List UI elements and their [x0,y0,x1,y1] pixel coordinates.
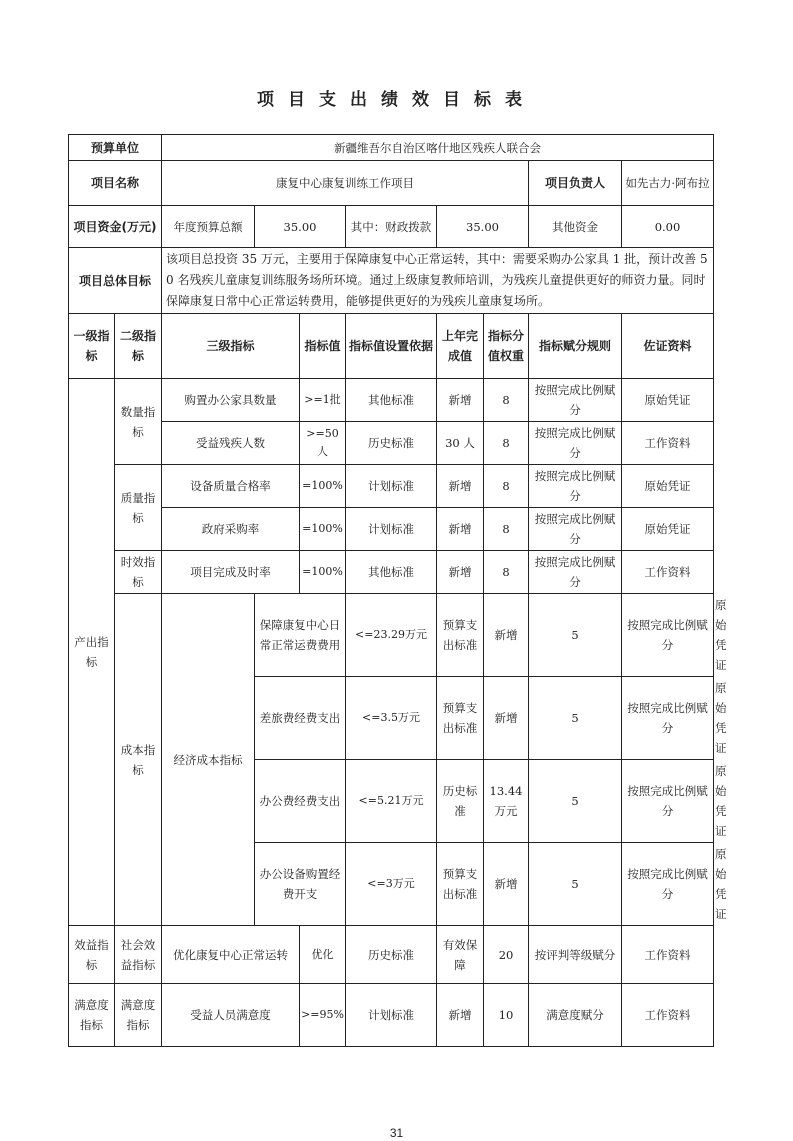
cell-rule: 按照完成比例赋分 [529,551,622,594]
table-row [69,926,714,984]
cell-last: 有效保障 [437,926,484,984]
table-row [69,984,714,1047]
cell-value: >=1批 [300,379,346,422]
cell-last: 新增 [437,984,484,1047]
cell-last: 新增 [437,379,484,422]
cell-last: 新增 [484,677,529,760]
table-row [69,551,714,594]
cell-last: 13.44万元 [484,760,529,843]
cell-rule: 按评判等级赋分 [529,926,622,984]
cell-weight: 8 [484,551,529,594]
cell-value: 优化 [300,926,346,984]
cell-value: <=23.29万元 [346,594,437,677]
cell-name: 购置办公家具数量 [162,379,300,422]
cell-evidence: 原始凭证 [622,465,714,508]
cell-name: 办公费经费支出 [255,760,346,843]
cell-last: 新增 [484,843,529,926]
cell-basis: 预算支出标准 [437,843,484,926]
cell-evidence: 工作资料 [622,926,714,984]
cell-weight: 20 [484,926,529,984]
owner-label: 项目负责人 [529,161,622,206]
project-name: 康复中心康复训练工作项目 [162,161,529,206]
performance-table [68,134,727,1047]
header-value: 指标值 [300,314,346,379]
cell-value: =100% [300,551,346,594]
cell-value: <=5.21万元 [346,760,437,843]
fiscal-amount: 35.00 [437,206,529,248]
indicator-group: 效益指标 [69,926,115,984]
other-amount: 0.00 [622,206,714,248]
indicator-group: 满意度指标 [69,984,115,1047]
project-name-label: 项目名称 [69,161,162,206]
cell-name: 优化康复中心正常运转 [162,926,300,984]
table-row: 办公设备购置经费开支 <=3万元 预算支出标准 新增 5 按照完成比例赋分 原始凭证 [69,843,714,926]
cell-evidence: 工作资料 [622,984,714,1047]
cell-weight: 8 [484,422,529,465]
cell-name: 受益残疾人数 [162,422,300,465]
indicator-group: 经济成本指标 [162,594,255,926]
cell-value: >=95% [300,984,346,1047]
cell-basis: 其他标准 [346,551,437,594]
table-row: 成本指标 经济成本指标 保障康复中心日常正常运费费用 <=23.29万元 预算支出标准 新增 5 按照完成比例赋分 原始凭证 [69,594,714,677]
cell-value: =100% [300,465,346,508]
cell-rule: 按照完成比例赋分 [529,465,622,508]
cell-rule: 按照完成比例赋分 [622,760,714,843]
indicator-group: 满意度指标 [115,984,162,1047]
table-row [69,379,714,422]
indicator-group: 时效指标 [115,551,162,594]
cell-basis: 历史标准 [346,926,437,984]
cell-rule: 按照完成比例赋分 [622,677,714,760]
cell-basis: 历史标准 [346,422,437,465]
cell-rule: 按照完成比例赋分 [529,379,622,422]
cell-weight: 8 [484,465,529,508]
cell-value: <=3万元 [346,843,437,926]
cell-evidence: 原始凭证 [622,508,714,551]
header-level1: 一级指标 [69,314,115,379]
table-row [69,508,714,551]
cell-value: =100% [300,508,346,551]
cell-weight: 5 [529,843,622,926]
cell-basis: 计划标准 [346,465,437,508]
page-number: 31 [389,1126,404,1140]
cell-name: 办公设备购置经费开支 [255,843,346,926]
owner: 如先古力·阿布拉 [622,161,714,206]
other-label: 其他资金 [529,206,622,248]
cell-basis: 历史标准 [437,760,484,843]
header-level2: 二级指标 [115,314,162,379]
cell-name: 设备质量合格率 [162,465,300,508]
cell-evidence: 工作资料 [622,551,714,594]
cell-weight: 5 [529,760,622,843]
cell-name: 政府采购率 [162,508,300,551]
indicator-group: 社会效益指标 [115,926,162,984]
annual-label: 年度预算总额 [162,206,255,248]
table-row [69,465,714,508]
table-row: 办公费经费支出 <=5.21万元 历史标准 13.44万元 5 按照完成比例赋分 原始凭证 [69,760,714,843]
cell-name: 项目完成及时率 [162,551,300,594]
cell-name: 保障康复中心日常正常运费费用 [255,594,346,677]
cell-last: 新增 [437,551,484,594]
cell-evidence: 工作资料 [622,422,714,465]
cell-basis: 其他标准 [346,379,437,422]
cell-last: 30 人 [437,422,484,465]
indicator-group: 数量指标 [115,379,162,465]
cell-basis: 计划标准 [346,508,437,551]
cell-last: 新增 [484,594,529,677]
goal-text: 该项目总投资 35 万元，主要用于保障康复中心正常运转，其中：需要采购办公家具 1 批，预计改善 50 名残疾儿童康复训练服务场所环境。通过上级康复教师培训，为残疾儿童提供更好的师资力量。同时保障康复日常中心正常运转费用，能够提供更好的为残疾儿童康复场所。 [162,248,714,314]
fiscal-label: 其中：财政拨款 [346,206,437,248]
annual-amount: 35.00 [255,206,346,248]
budget-unit-label: 预算单位 [69,135,162,161]
goal-label: 项目总体目标 [69,248,162,314]
cell-evidence: 原始凭证 [622,379,714,422]
cell-rule: 按照完成比例赋分 [622,843,714,926]
cell-last: 新增 [437,508,484,551]
header-weight: 指标分值权重 [484,314,529,379]
cell-basis: 预算支出标准 [437,677,484,760]
cell-basis: 预算支出标准 [437,594,484,677]
cell-weight: 10 [484,984,529,1047]
cell-basis: 计划标准 [346,984,437,1047]
cell-weight: 5 [529,677,622,760]
funds-label: 项目资金(万元) [69,206,162,248]
cell-name: 差旅费经费支出 [255,677,346,760]
header-evidence: 佐证资料 [622,314,714,379]
cell-weight: 5 [529,594,622,677]
indicator-group: 成本指标 [115,594,162,926]
page-title: 项目支出绩效目标表 [257,90,536,110]
cell-rule: 按照完成比例赋分 [529,508,622,551]
table-row [69,422,714,465]
header-rule: 指标赋分规则 [529,314,622,379]
cell-weight: 8 [484,508,529,551]
cell-last: 新增 [437,465,484,508]
header-last: 上年完成值 [437,314,484,379]
cell-name: 受益人员满意度 [162,984,300,1047]
cell-rule: 满意度赋分 [529,984,622,1047]
header-basis: 指标值设置依据 [346,314,437,379]
cell-value: >=50人 [300,422,346,465]
cell-rule: 按照完成比例赋分 [529,422,622,465]
indicator-group: 产出指标 [69,379,115,926]
indicator-group: 质量指标 [115,465,162,551]
cell-rule: 按照完成比例赋分 [622,594,714,677]
budget-unit: 新疆维吾尔自治区喀什地区残疾人联合会 [162,135,714,161]
cell-weight: 8 [484,379,529,422]
header-level3: 三级指标 [162,314,300,379]
table-row: 差旅费经费支出 <=3.5万元 预算支出标准 新增 5 按照完成比例赋分 原始凭证 [69,677,714,760]
cell-value: <=3.5万元 [346,677,437,760]
